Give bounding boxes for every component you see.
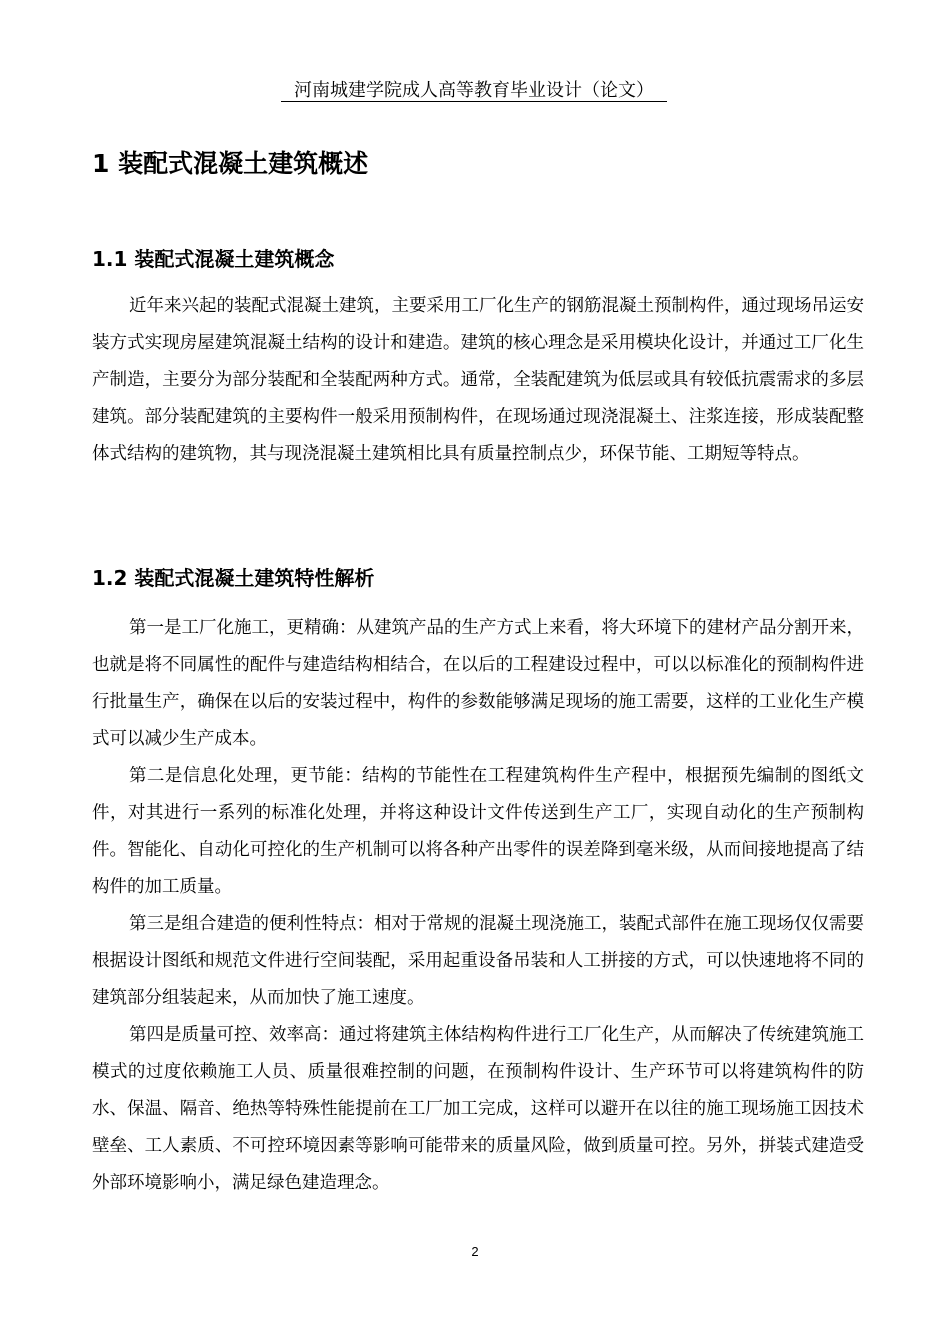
header-underline (281, 101, 667, 102)
chapter-heading: 1 装配式混凝土建筑概述 (92, 149, 369, 178)
section-1-2-paragraph-1: 第一是工厂化施工，更精确：从建筑产品的生产方式上来看，将大环境下的建材产品分割开来，也就是将不同属性的配件与建造结构相结合，在以后的工程建设过程中，可以以标准化的预制构件进行批量生产，确保在以后的安装过程中，构件的参数能够满足现场的施工需要，这样的工业化生产模式可以减少生产成本。 (92, 618, 864, 749)
running-header: 河南城建学院成人高等教育毕业设计（论文） (294, 80, 654, 101)
section-1-2-paragraph-2: 第二是信息化处理，更节能：结构的节能性在工程建筑构件生产程中，根据预先编制的图纸文件，对其进行一系列的标准化处理，并将这种设计文件传送到生产工厂，实现自动化的生产预制构件。智能化、自动化可控化的生产机制可以将各种产出零件的误差降到毫米级，从而间接地提高了结构件的加工质量。 (92, 766, 864, 897)
section-heading-1-2: 1.2 装配式混凝土建筑特性解析 (92, 566, 375, 590)
section-heading-1-1: 1.1 装配式混凝土建筑概念 (92, 247, 335, 271)
section-1-2-paragraph-3: 第三是组合建造的便利性特点：相对于常规的混凝土现浇施工，装配式部件在施工现场仅仅需要根据设计图纸和规范文件进行空间装配，采用起重设备吊装和人工拼接的方式，可以快速地将不同的建筑部分组装起来，从而加快了施工速度。 (92, 914, 864, 1008)
section-1-1-paragraph-1: 近年来兴起的装配式混凝土建筑，主要采用工厂化生产的钢筋混凝土预制构件，通过现场吊运安装方式实现房屋建筑混凝土结构的设计和建造。建筑的核心理念是采用模块化设计，并通过工厂化生产制造，主要分为部分装配和全装配两种方式。通常，全装配建筑为低层或具有较低抗震需求的多层建筑。部分装配建筑的主要构件一般采用预制构件，在现场通过现浇混凝土、注浆连接，形成装配整体式结构的建筑物，其与现浇混凝土建筑相比具有质量控制点少，环保节能、工期短等特点。 (92, 296, 864, 464)
section-1-2-paragraph-4: 第四是质量可控、效率高：通过将建筑主体结构构件进行工厂化生产，从而解决了传统建筑施工模式的过度依赖施工人员、质量很难控制的问题，在预制构件设计、生产环节可以将建筑构件的防水、保温、隔音、绝热等特殊性能提前在工厂加工完成，这样可以避开在以往的施工现场施工因技术壁垒、工人素质、不可控环境因素等影响可能带来的质量风险，做到质量可控。另外，拼装式建造受外部环境影响小，满足绿色建造理念。 (92, 1025, 864, 1193)
page-number: 2 (471, 1244, 479, 1259)
